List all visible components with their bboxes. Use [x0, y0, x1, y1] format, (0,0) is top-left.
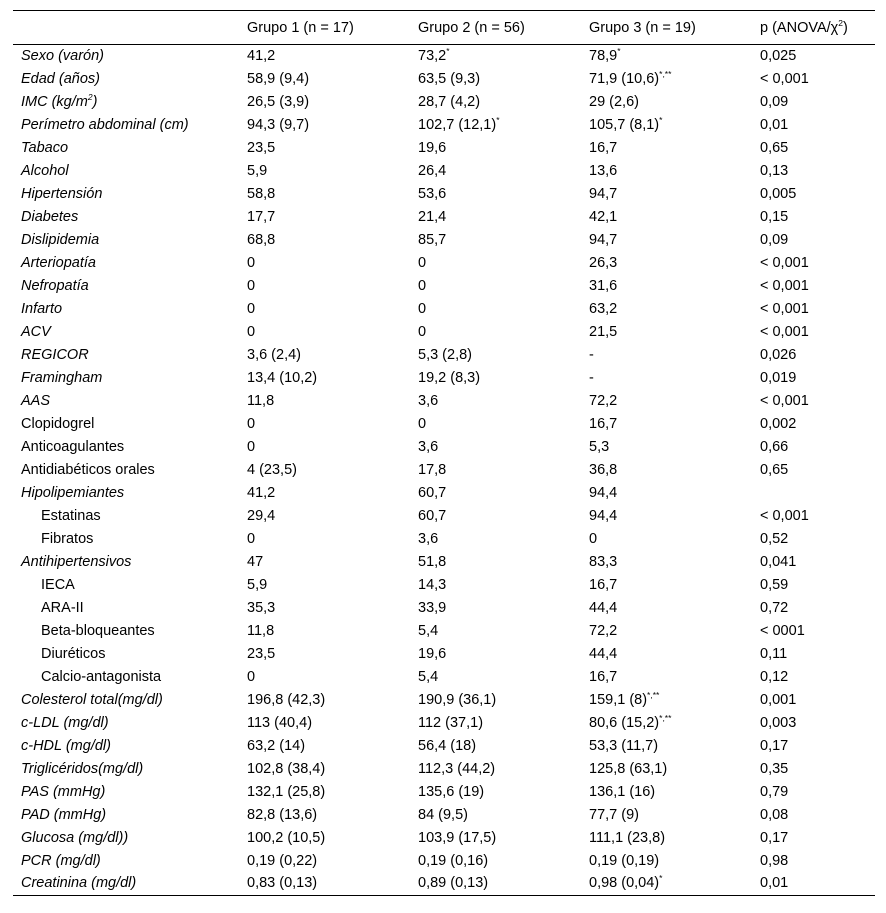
- cell-grupo-1: 82,8 (13,6): [247, 806, 318, 823]
- cell-p-value: 0,12: [760, 668, 789, 685]
- row-label: Antihipertensivos: [21, 553, 132, 570]
- row-label: Estatinas: [41, 507, 101, 524]
- table-row: [13, 620, 875, 643]
- row-label: Glucosa (mg/dl)): [21, 829, 129, 846]
- cell-grupo-2: 19,6: [418, 139, 447, 156]
- cell-grupo-1: 0: [247, 254, 256, 271]
- cell-grupo-3: 111,1 (23,8): [589, 829, 666, 846]
- row-label: c-LDL (mg/dl): [21, 714, 109, 731]
- row-label: Nefropatía: [21, 277, 89, 294]
- document-page: [13, 10, 875, 896]
- cell-grupo-2: 0: [418, 300, 427, 317]
- cell-p-value: 0,09: [760, 231, 789, 248]
- cell-grupo-3: 125,8 (63,1): [589, 760, 668, 777]
- table-row: [13, 321, 875, 344]
- cell-grupo-1: 11,8: [247, 392, 275, 409]
- cell-p-value: < 0,001: [760, 300, 809, 317]
- cell-grupo-3: 44,4: [589, 645, 618, 662]
- cell-p-value: < 0,001: [760, 277, 809, 294]
- cell-p-value: 0,041: [760, 553, 797, 570]
- row-label: ACV: [21, 323, 51, 340]
- cell-grupo-2: 73,2*: [418, 45, 450, 64]
- table-row: [13, 413, 875, 436]
- table-row: [13, 344, 875, 367]
- cell-p-value: 0,79: [760, 783, 789, 800]
- row-label: Anticoagulantes: [21, 438, 125, 455]
- cell-grupo-2: 103,9 (17,5): [418, 829, 497, 846]
- cell-grupo-3: 78,9*: [589, 45, 621, 64]
- cell-grupo-3: 53,3 (11,7): [589, 737, 659, 754]
- cell-grupo-1: 23,5: [247, 139, 276, 156]
- cell-grupo-3: 94,4: [589, 484, 618, 501]
- cell-grupo-2: 14,3: [418, 576, 447, 593]
- table-row: [13, 873, 875, 896]
- cell-p-value: 0,15: [760, 208, 789, 225]
- cell-grupo-1: 58,9 (9,4): [247, 70, 310, 87]
- cell-p-value: 0,002: [760, 415, 797, 432]
- row-label: Fibratos: [41, 530, 94, 547]
- cell-grupo-3: -: [589, 346, 594, 363]
- cell-grupo-1: 5,9: [247, 576, 268, 593]
- cell-p-value: 0,52: [760, 530, 789, 547]
- table-row: [13, 390, 875, 413]
- cell-grupo-1: 58,8: [247, 185, 276, 202]
- cell-grupo-2: 84 (9,5): [418, 806, 468, 823]
- cell-p-value: 0,01: [760, 116, 789, 133]
- header-cell-grupo-2: Grupo 2 (n = 56): [410, 11, 581, 45]
- row-label: PAD (mmHg): [21, 806, 107, 823]
- cell-grupo-2: 63,5 (9,3): [418, 70, 481, 87]
- table-row: [13, 45, 875, 68]
- row-label: Perímetro abdominal (cm): [21, 116, 189, 133]
- cell-grupo-2: 53,6: [418, 185, 447, 202]
- cell-grupo-3: 0: [589, 530, 598, 547]
- table-row: [13, 551, 875, 574]
- cell-p-value: < 0,001: [760, 70, 809, 87]
- row-label: Framingham: [21, 369, 103, 386]
- cell-grupo-3: 94,7: [589, 231, 618, 248]
- header-cell-grupo-1: Grupo 1 (n = 17): [239, 11, 410, 45]
- cell-grupo-3: 63,2: [589, 300, 618, 317]
- cell-grupo-1: 17,7: [247, 208, 276, 225]
- cell-p-value: 0,17: [760, 829, 789, 846]
- cell-grupo-1: 4 (23,5): [247, 461, 297, 478]
- row-label: Clopidogrel: [21, 415, 95, 432]
- cell-grupo-2: 19,2 (8,3): [418, 369, 481, 386]
- table-row: [13, 252, 875, 275]
- cell-grupo-1: 100,2 (10,5): [247, 829, 326, 846]
- cell-p-value: 0,35: [760, 760, 789, 777]
- cell-p-value: < 0,001: [760, 254, 809, 271]
- header-row: [13, 11, 875, 45]
- cell-p-value: 0,66: [760, 438, 789, 455]
- row-label: Diuréticos: [41, 645, 106, 662]
- cell-grupo-1: 0: [247, 438, 256, 455]
- row-label: Beta-bloqueantes: [41, 622, 155, 639]
- cell-grupo-1: 47: [247, 553, 264, 570]
- cell-grupo-3: 72,2: [589, 622, 618, 639]
- cell-grupo-1: 0: [247, 277, 256, 294]
- row-label: Creatinina (mg/dl): [13, 873, 239, 896]
- row-label: AAS: [21, 392, 51, 409]
- table-row: [13, 160, 875, 183]
- cell-grupo-3: 159,1 (8)*,**: [589, 689, 660, 708]
- cell-grupo-3: 16,7: [589, 576, 618, 593]
- table-row: [13, 758, 875, 781]
- table-row: [13, 367, 875, 390]
- cell-grupo-2: 19,6: [418, 645, 447, 662]
- table-row: [13, 781, 875, 804]
- cell-grupo-1: 68,8: [247, 231, 276, 248]
- cell-grupo-1: 11,8: [247, 622, 275, 639]
- table-row: [13, 68, 875, 91]
- cell-p-value: 0,025: [760, 47, 797, 64]
- table-row: [13, 827, 875, 850]
- cell-grupo-1: 29,4: [247, 507, 276, 524]
- row-label: Infarto: [21, 300, 63, 317]
- cell-grupo-2: 85,7: [418, 231, 447, 248]
- data-table: [13, 10, 875, 896]
- cell-grupo-1: 3,6 (2,4): [247, 346, 301, 363]
- cell-grupo-2: 0: [418, 323, 427, 340]
- cell-grupo-2: 0: [418, 254, 427, 271]
- table-row: [13, 459, 875, 482]
- cell-grupo-2: 26,4: [418, 162, 447, 179]
- table-body: [13, 45, 875, 896]
- cell-grupo-3: 13,6: [589, 162, 618, 179]
- cell-grupo-1: 41,2: [247, 47, 276, 64]
- cell-grupo-2: 135,6 (19): [418, 783, 485, 800]
- cell-p-value: [752, 482, 875, 505]
- row-label: ARA-II: [41, 599, 84, 616]
- cell-grupo-2: 17,8: [418, 461, 447, 478]
- cell-grupo-1: 113 (40,4): [247, 714, 313, 731]
- table-row: [13, 206, 875, 229]
- cell-grupo-1: 0,83 (0,13): [239, 873, 410, 896]
- cell-grupo-1: 41,2: [247, 484, 276, 501]
- cell-grupo-3: 136,1 (16): [589, 783, 656, 800]
- cell-grupo-2: 60,7: [418, 507, 447, 524]
- cell-grupo-3: 16,7: [589, 668, 618, 685]
- cell-grupo-1: 0: [247, 668, 256, 685]
- cell-grupo-1: 63,2 (14): [247, 737, 306, 754]
- header-cell-p-value: p $(ANOVA/\chi^2)$: [752, 11, 875, 45]
- cell-p-value: < 0001: [760, 622, 805, 639]
- cell-grupo-2: 190,9 (36,1): [418, 691, 497, 708]
- table-row: [13, 666, 875, 689]
- cell-grupo-3: 44,4: [589, 599, 618, 616]
- cell-grupo-2: 0: [418, 415, 427, 432]
- table-row: [13, 114, 875, 137]
- table-row: [13, 275, 875, 298]
- cell-grupo-3: -: [589, 369, 594, 386]
- cell-p-value: < 0,001: [760, 392, 809, 409]
- cell-p-value: 0,005: [760, 185, 797, 202]
- header-cell-grupo-3: Grupo 3 (n = 19): [581, 11, 752, 45]
- table-row: [13, 298, 875, 321]
- table-row: [13, 436, 875, 459]
- cell-grupo-2: 112,3 (44,2): [418, 760, 496, 777]
- row-label: Colesterol total(mg/dl): [21, 691, 163, 708]
- cell-p-value: 0,65: [760, 461, 789, 478]
- row-label: Edad (años): [21, 70, 100, 87]
- cell-grupo-1: 5,9: [247, 162, 268, 179]
- table-row: [13, 505, 875, 528]
- cell-grupo-3: 16,7: [589, 139, 618, 156]
- table-row: [13, 712, 875, 735]
- cell-grupo-2: 28,7 (4,2): [418, 93, 481, 110]
- row-label: Triglicéridos(mg/dl): [21, 760, 144, 777]
- table-row: [13, 689, 875, 712]
- cell-p-value: 0,01: [752, 873, 875, 896]
- cell-p-value: 0,09: [760, 93, 789, 110]
- row-label: Hipertensión: [21, 185, 103, 202]
- cell-grupo-2: 3,6: [418, 392, 439, 409]
- row-label: Calcio-antagonista: [41, 668, 162, 685]
- cell-grupo-3: 94,4: [589, 507, 618, 524]
- row-label: Tabaco: [21, 139, 69, 156]
- row-label: REGICOR: [21, 346, 89, 363]
- cell-grupo-1: 0: [247, 530, 256, 547]
- cell-grupo-2: 3,6: [418, 530, 439, 547]
- cell-p-value: < 0,001: [760, 507, 809, 524]
- cell-p-value: 0,13: [760, 162, 789, 179]
- cell-p-value: 0,98: [760, 852, 789, 869]
- row-label: Arteriopatía: [21, 254, 96, 271]
- cell-grupo-3: 5,3: [589, 438, 610, 455]
- table-row: [13, 229, 875, 252]
- cell-p-value: 0,003: [760, 714, 797, 731]
- cell-grupo-2: 5,3 (2,8): [418, 346, 472, 363]
- row-label: Alcohol: [21, 162, 69, 179]
- cell-grupo-2: 56,4 (18): [418, 737, 477, 754]
- row-label: PCR (mg/dl): [21, 852, 101, 869]
- cell-grupo-1: 0,19 (0,22): [247, 852, 318, 869]
- cell-p-value: 0,72: [760, 599, 789, 616]
- cell-grupo-1: 102,8 (38,4): [247, 760, 326, 777]
- cell-grupo-3: 21,5: [589, 323, 618, 340]
- cell-grupo-1: 94,3 (9,7): [247, 116, 310, 133]
- table-row: [13, 183, 875, 206]
- cell-grupo-3: 80,6 (15,2)*,**: [589, 712, 672, 731]
- cell-grupo-3: 77,7 (9): [589, 806, 639, 823]
- cell-p-value: 0,65: [760, 139, 789, 156]
- cell-p-value: 0,17: [760, 737, 789, 754]
- cell-p-value: 0,11: [760, 645, 788, 662]
- cell-p-value: 0,019: [760, 369, 797, 386]
- cell-grupo-1: 23,5: [247, 645, 276, 662]
- cell-grupo-1: 0: [247, 323, 256, 340]
- cell-grupo-2: 5,4: [418, 668, 439, 685]
- row-label: Dislipidemia: [21, 231, 100, 248]
- cell-p-value: < 0,001: [760, 323, 809, 340]
- table-row: [13, 643, 875, 666]
- cell-grupo-3: 83,3: [589, 553, 618, 570]
- row-label: c-HDL (mg/dl): [21, 737, 111, 754]
- cell-grupo-1: 13,4 (10,2): [247, 369, 318, 386]
- table-row: [13, 735, 875, 758]
- cell-grupo-3: 0,98 (0,04)*: [581, 873, 752, 896]
- cell-grupo-2: 3,6: [418, 438, 439, 455]
- table-row: [13, 91, 875, 114]
- cell-grupo-1: 0: [247, 300, 256, 317]
- cell-grupo-2: 60,7: [418, 484, 447, 501]
- row-label: Hipolipemiantes: [21, 484, 125, 501]
- cell-grupo-2: 33,9: [418, 599, 447, 616]
- cell-grupo-2: 0,89 (0,13): [410, 873, 581, 896]
- cell-p-value: 0,001: [760, 691, 797, 708]
- table-row: [13, 137, 875, 160]
- cell-grupo-3: 26,3: [589, 254, 618, 271]
- cell-grupo-3: 31,6: [589, 277, 618, 294]
- cell-p-value: 0,59: [760, 576, 789, 593]
- cell-grupo-2: 21,4: [418, 208, 447, 225]
- table-row: [13, 804, 875, 827]
- row-label: IECA: [41, 576, 75, 593]
- cell-p-value: 0,08: [760, 806, 789, 823]
- table-row: [13, 850, 875, 873]
- cell-p-value: 0,026: [760, 346, 797, 363]
- row-label: Antidiabéticos orales: [21, 461, 155, 478]
- cell-grupo-1: 196,8 (42,3): [247, 691, 326, 708]
- cell-grupo-1: 26,5 (3,9): [247, 93, 310, 110]
- table-row: [13, 482, 875, 505]
- cell-grupo-3: 94,7: [589, 185, 618, 202]
- table-header: [13, 11, 875, 45]
- table-row: [13, 574, 875, 597]
- row-label: PAS (mmHg): [21, 783, 106, 800]
- cell-grupo-2: 0,19 (0,16): [418, 852, 489, 869]
- header-cell-variable: [13, 11, 239, 45]
- cell-grupo-2: 112 (37,1): [418, 714, 484, 731]
- cell-grupo-3: 42,1: [589, 208, 618, 225]
- cell-grupo-3: 105,7 (8,1)*: [589, 114, 663, 133]
- cell-grupo-1: 0: [247, 415, 256, 432]
- row-label: IMC $(kg/m^2)$: [21, 91, 98, 110]
- cell-grupo-1: 132,1 (25,8): [247, 783, 326, 800]
- cell-grupo-3: 71,9 (10,6)*,**: [589, 68, 672, 87]
- cell-grupo-1: 35,3: [247, 599, 276, 616]
- table-row: [13, 528, 875, 551]
- cell-grupo-3: 16,7: [589, 415, 618, 432]
- table-row: [13, 597, 875, 620]
- cell-grupo-3: 72,2: [589, 392, 618, 409]
- cell-grupo-2: 5,4: [418, 622, 439, 639]
- cell-grupo-2: 102,7 (12,1)*: [418, 114, 500, 133]
- cell-grupo-3: 36,8: [589, 461, 618, 478]
- cell-grupo-2: 0: [418, 277, 427, 294]
- row-label: Diabetes: [21, 208, 79, 225]
- cell-grupo-3: 0,19 (0,19): [589, 852, 660, 869]
- cell-grupo-3: 29 (2,6): [589, 93, 639, 110]
- cell-grupo-2: 51,8: [418, 553, 447, 570]
- row-label: Sexo (varón): [21, 47, 105, 64]
